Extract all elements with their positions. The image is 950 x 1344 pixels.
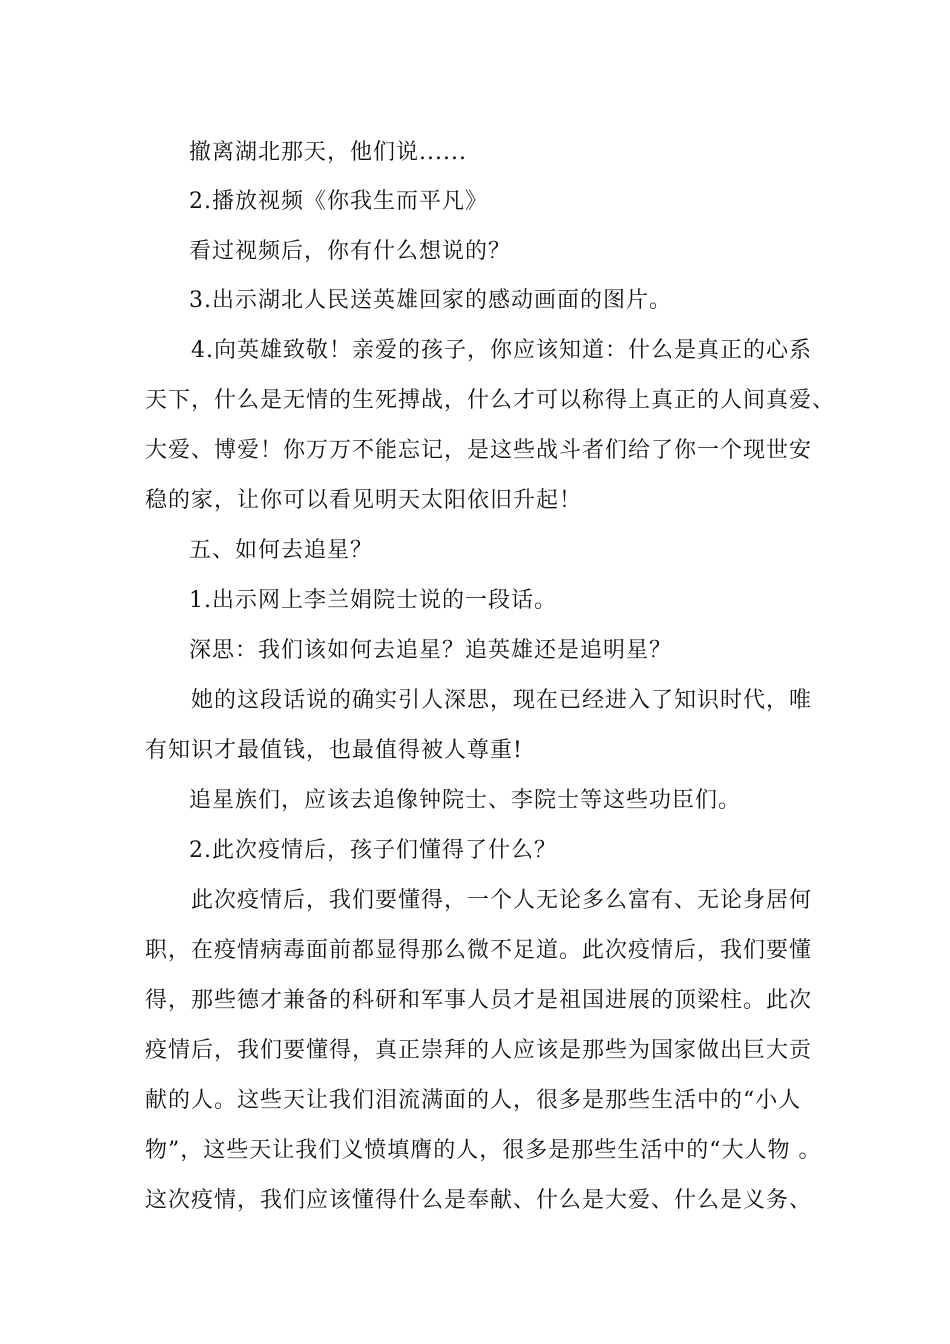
paragraph-line: 得，那些德才兼备的科研和军事人员才是祖国进展的顶梁柱。此次 <box>145 988 813 1013</box>
paragraph-line: 献的人。这些天让我们泪流满面的人，很多是那些生活中的“小人 <box>145 1088 802 1113</box>
section-heading: 五、如何去追星？ <box>189 538 374 563</box>
list-item: 2.此次疫情后，孩子们懂得了什么？ <box>189 838 557 863</box>
list-item: 1.出示网上李兰娟院士说的一段话。 <box>189 588 557 613</box>
paragraph-line: 这次疫情，我们应该懂得什么是奉献、什么是大爱、什么是义务、 <box>145 1188 813 1213</box>
paragraph-line: 她的这段话说的确实引人深思，现在已经进入了知识时代，唯 <box>191 688 813 713</box>
paragraph-line: 看过视频后，你有什么想说的？ <box>189 239 512 264</box>
paragraph-line: 深思：我们该如何去追星？追英雄还是追明星？ <box>189 638 673 663</box>
paragraph-line: 有知识才最值钱，也最值得被人尊重! <box>145 738 523 763</box>
list-item: 4.向英雄致敬！亲爱的孩子，你应该知道：什么是真正的心系 <box>191 338 812 363</box>
paragraph-line: 撤离湖北那天，他们说...... <box>189 140 467 165</box>
paragraph-line: 大爱、博爱！你万万不能忘记，是这些战斗者们给了你一个现世安 <box>145 438 813 463</box>
paragraph-line: 稳的家，让你可以看见明天太阳依旧升起！ <box>145 488 583 513</box>
paragraph-line: 追星族们，应该去追像钟院士、李院士等这些功臣们。 <box>189 788 742 813</box>
paragraph-line: 天下，什么是无情的生死搏战，什么才可以称得上真正的人间真爱、 <box>145 388 836 413</box>
list-item: 3.出示湖北人民送英雄回家的感动画面的图片。 <box>189 288 672 313</box>
paragraph-line: 物”，这些天让我们义愤填膺的人，很多是那些生活中的“大人物 。 <box>145 1138 822 1163</box>
paragraph-line: 此次疫情后，我们要懂得，一个人无论多么富有、无论身居何 <box>191 888 813 913</box>
paragraph-line: 职，在疫情病毒面前都显得那么微不足道。此次疫情后，我们要懂 <box>145 938 813 963</box>
paragraph-line: 疫情后，我们要懂得，真正崇拜的人应该是那些为国家做出巨大贡 <box>145 1038 813 1063</box>
list-item: 2.播放视频《你我生而平凡》 <box>189 189 488 214</box>
